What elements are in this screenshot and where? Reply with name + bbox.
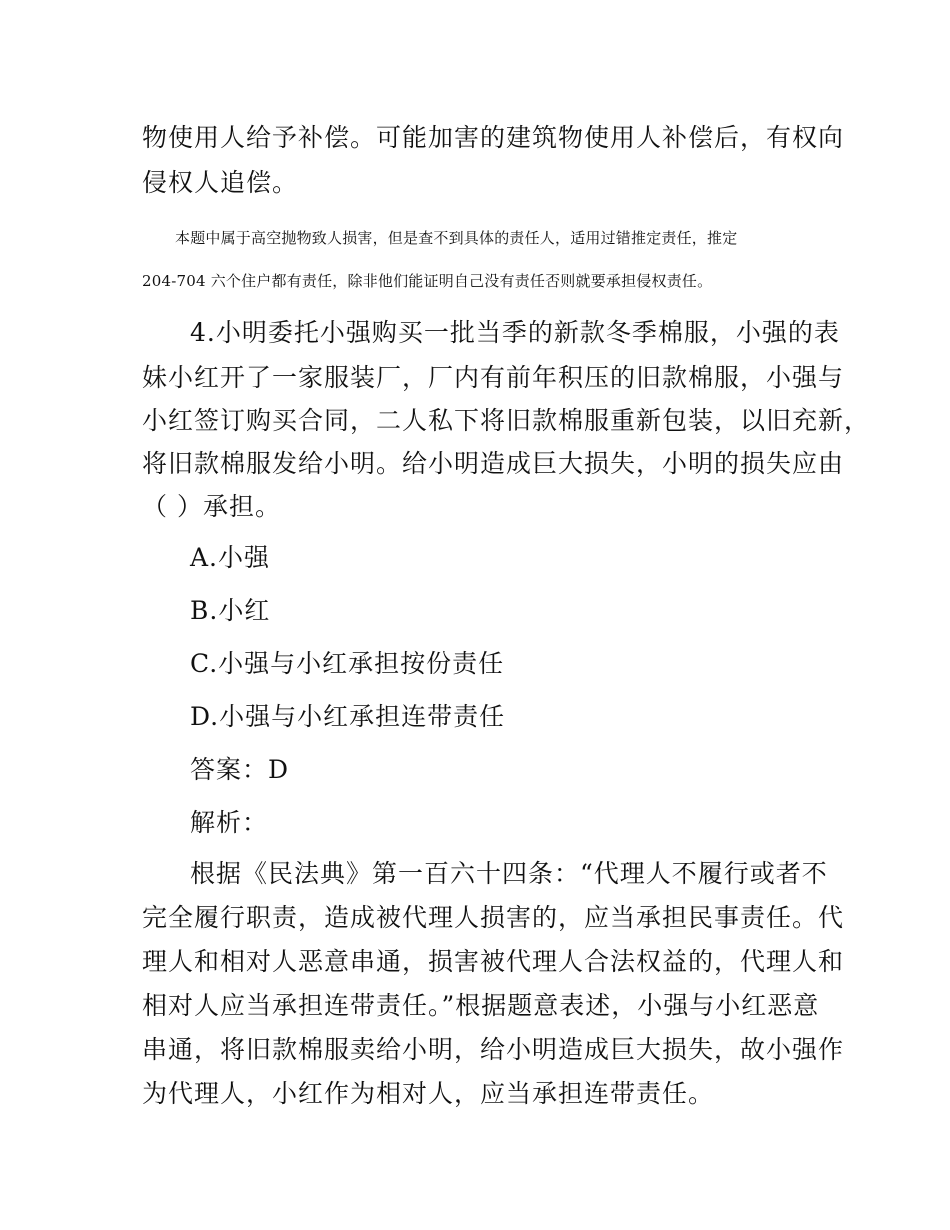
question-line: （ ）承担。 bbox=[142, 492, 281, 521]
option-d: D.小强与小红承担连带责任 bbox=[190, 702, 506, 731]
continuation-line: 侵权人追偿。 bbox=[142, 168, 299, 197]
option-c: C.小强与小红承担按份责任 bbox=[190, 649, 505, 678]
analysis-line: 相对人应当承担连带责任。”根据题意表述，小强与小红恶意 bbox=[142, 991, 820, 1020]
analysis-line: 理人和相对人恶意串通，损害被代理人合法权益的，代理人和 bbox=[142, 947, 845, 976]
question-line: 妹小红开了一家服装厂，厂内有前年积压的旧款棉服，小强与 bbox=[142, 363, 845, 392]
analysis-line: 为代理人，小红作为相对人，应当承担连带责任。 bbox=[142, 1079, 715, 1108]
analysis-line: 串通，将旧款棉服卖给小明，给小明造成巨大损失，故小强作 bbox=[142, 1035, 845, 1064]
note-line: 204-704 六个住户都有责任，除非他们能证明自己没有责任否则就要承担侵权责任。 bbox=[142, 272, 713, 290]
option-a: A.小强 bbox=[190, 543, 271, 572]
analysis-line: 完全履行职责，造成被代理人损害的，应当承担民事责任。代 bbox=[142, 903, 845, 932]
question-line: 将旧款棉服发给小明。给小明造成巨大损失，小明的损失应由 bbox=[142, 449, 845, 478]
continuation-line: 物使用人给予补偿。可能加害的建筑物使用人补偿后，有权向 bbox=[142, 123, 845, 152]
note-line: 本题中属于高空抛物致人损害，但是查不到具体的责任人，适用过错推定责任，推定 bbox=[175, 229, 738, 247]
analysis-label: 解析： bbox=[190, 808, 269, 837]
analysis-line: 根据《民法典》第一百六十四条：“代理人不履行或者不 bbox=[190, 859, 828, 888]
option-b: B.小红 bbox=[190, 596, 271, 625]
question-line: 小红签订购买合同，二人私下将旧款棉服重新包装，以旧充新， bbox=[142, 406, 871, 435]
answer: 答案：D bbox=[190, 755, 290, 784]
question-line: 4.小明委托小强购买一批当季的新款冬季棉服，小强的表 bbox=[190, 318, 840, 347]
